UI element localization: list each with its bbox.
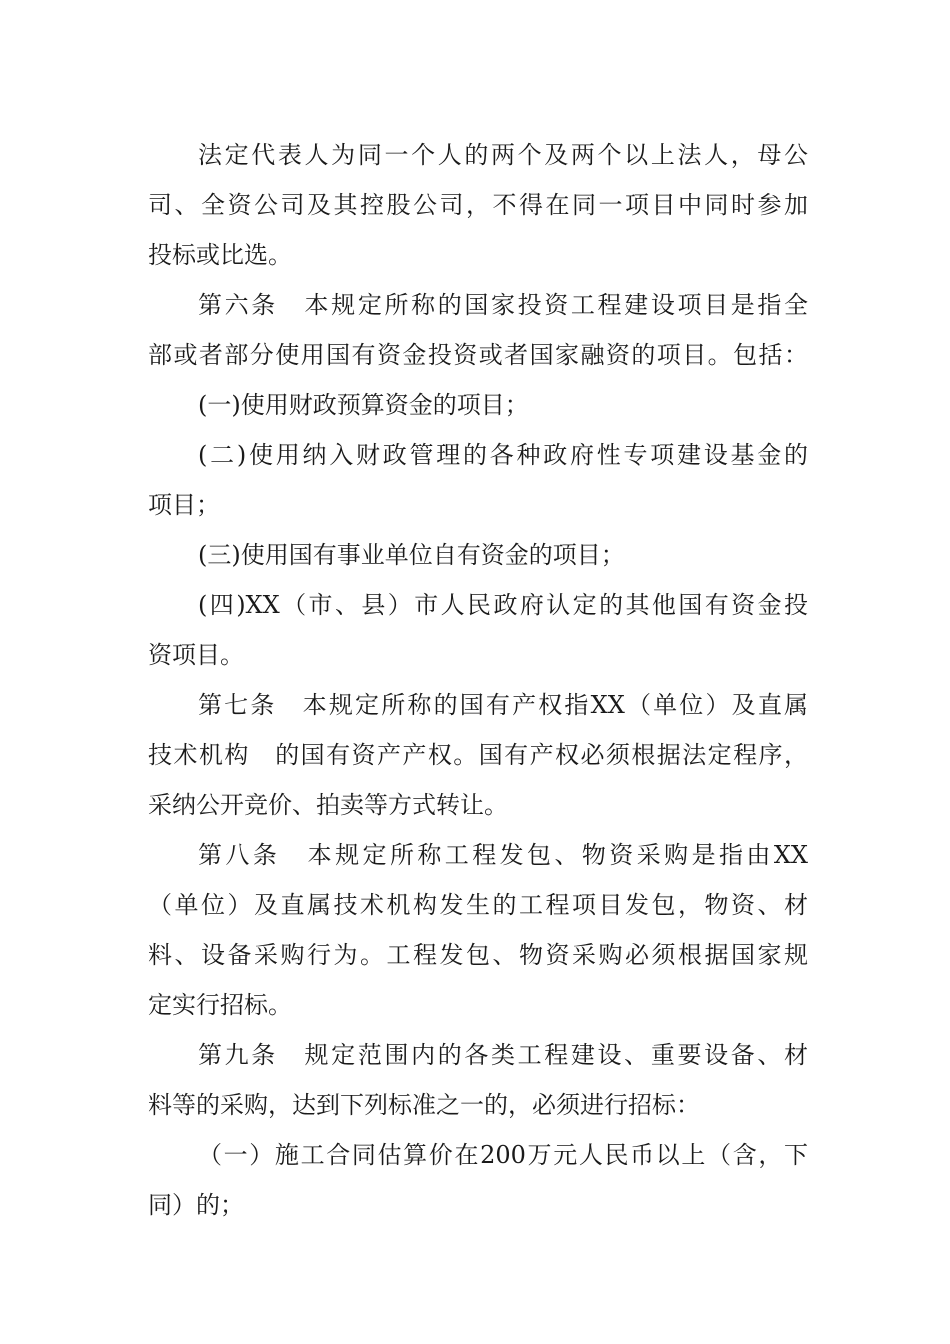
text-line: 技术机构 的国有资产产权。国有产权必须根据法定程序，	[148, 741, 808, 769]
text-line: (三)使用国有事业单位自有资金的项目；	[198, 541, 625, 569]
text-line: 投标或比选。	[148, 241, 292, 269]
text-line: 第七条 本规定所称的国有产权指XX（单位）及直属	[198, 691, 808, 719]
text-line: 项目；	[148, 491, 220, 519]
text-line: 料、设备采购行为。工程发包、物资采购必须根据国家规	[148, 941, 808, 969]
text-line: (四)XX（市、县）市人民政府认定的其他国有资金投	[198, 591, 808, 619]
text-line: (一)使用财政预算资金的项目；	[198, 391, 529, 419]
text-line: （一）施工合同估算价在200万元人民币以上（含，下	[198, 1141, 808, 1169]
text-line: 部或者部分使用国有资金投资或者国家融资的项目。包括：	[148, 341, 808, 369]
text-line: 采纳公开竞价、拍卖等方式转让。	[148, 791, 508, 819]
text-line: 法定代表人为同一个人的两个及两个以上法人，母公	[198, 141, 808, 169]
text-line: 司、全资公司及其控股公司，不得在同一项目中同时参加	[148, 191, 808, 219]
text-line: （单位）及直属技术机构发生的工程项目发包，物资、材	[148, 891, 808, 919]
text-line: 第六条 本规定所称的国家投资工程建设项目是指全	[198, 291, 808, 319]
text-line: 料等的采购，达到下列标准之一的，必须进行招标：	[148, 1091, 700, 1119]
text-line: 同）的；	[148, 1191, 244, 1219]
text-line: 资项目。	[148, 641, 244, 669]
text-line: 第九条 规定范围内的各类工程建设、重要设备、材	[198, 1041, 808, 1069]
text-line: 定实行招标。	[148, 991, 292, 1019]
text-line: 第八条 本规定所称工程发包、物资采购是指由XX	[198, 841, 808, 869]
document-body	[148, 130, 808, 1230]
text-line: (二)使用纳入财政管理的各种政府性专项建设基金的	[198, 441, 808, 469]
